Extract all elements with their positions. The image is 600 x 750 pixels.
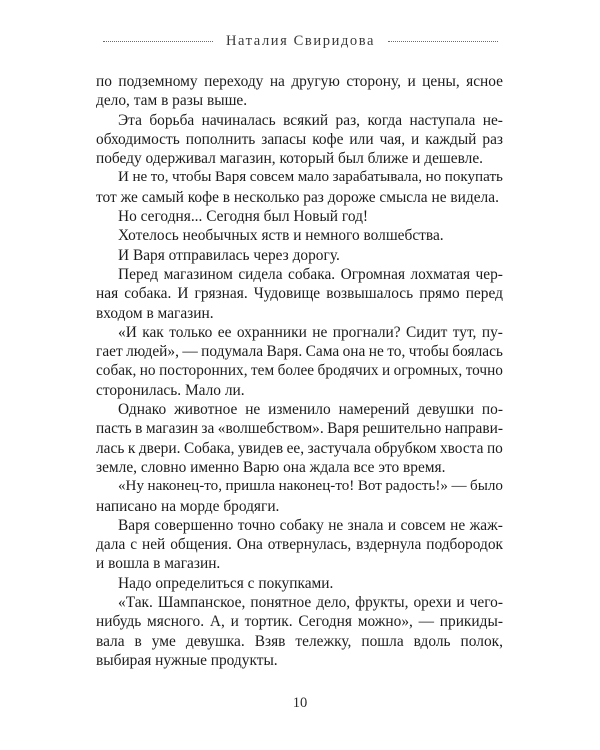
text-line: пасть в магазин за «волшебством». Варя решительно направи-	[96, 420, 503, 438]
running-head	[103, 31, 498, 51]
running-head-author: Наталия Свиридова	[225, 32, 376, 49]
text-line: обходимость пополнить запасы кофе или чая, и каждый раз	[96, 130, 503, 148]
text-line: Перед магазином сидела собака. Огромная лохматая чер-	[118, 265, 503, 283]
text-line: Надо определиться с покупками.	[118, 574, 334, 592]
text-line: И Варя отправилась через дорогу.	[118, 246, 340, 264]
dotted-rule-right	[388, 41, 498, 42]
text-line: победу одерживал магазин, который был ближе и дешевле.	[96, 150, 484, 168]
text-line: по подземному переходу на другую сторону, и цены, ясное	[96, 73, 503, 90]
text-line: Но сегодня... Сегодня был Новый год!	[118, 208, 369, 226]
body-text	[96, 72, 503, 670]
text-line: Однако животное не изменило намерений девушки по-	[118, 401, 503, 419]
text-line: сторонилась. Мало ли.	[96, 381, 245, 399]
text-line: гает людей», — подумала Варя. Сама она не то, чтобы боялась	[96, 343, 503, 361]
text-line: лась к двери. Собака, увидев ее, застучала обрубком хвоста по	[96, 439, 503, 457]
text-line: нибудь мясного. А, и тортик. Сегодня можно», — прикиды-	[96, 613, 503, 631]
page-number: 10	[292, 695, 308, 711]
text-line: Эта борьба начиналась всякий раз, когда наступала не-	[118, 111, 503, 129]
text-line: дала с ней общения. Она отвернулась, вздернула подбородок	[96, 536, 503, 554]
text-line: «И как только ее охранники не прогнали? Сидит тут, пу-	[118, 323, 503, 341]
text-line: И не то, чтобы Варя совсем мало зарабатывала, но покупать	[118, 169, 503, 186]
dotted-rule-left	[103, 41, 213, 42]
text-line: «Так. Шампанское, понятное дело, фрукты, орехи и чего-	[118, 594, 503, 612]
text-line: и вошла в магазин.	[96, 555, 221, 573]
text-line: дело, там в разы выше.	[96, 92, 248, 110]
text-line: выбирая нужные продукты.	[96, 651, 278, 669]
text-line: тот же самый кофе в несколько раз дороже смысла не видела.	[96, 188, 499, 206]
text-line: входом в магазин.	[96, 304, 214, 322]
text-line: «Ну наконец-то, пришла наконец-то! Вот радость!» — было	[118, 478, 503, 495]
text-line: ная собака. И грязная. Чудовище возвышалось прямо перед	[96, 285, 503, 303]
text-line: Хотелось необычных яств и немного волшебства.	[118, 227, 444, 245]
text-line: написано на морде бродяги.	[96, 497, 280, 515]
text-line: вала в уме девушка. Взяв тележку, пошла вдоль полок,	[96, 632, 503, 650]
text-line: земле, словно именно Варю она ждала все это время.	[96, 458, 446, 476]
text-line: Варя совершенно точно собаку не знала и совсем не жаж-	[118, 516, 503, 534]
text-line: собак, но посторонних, тем более бродячих и огромных, точно	[96, 362, 503, 380]
